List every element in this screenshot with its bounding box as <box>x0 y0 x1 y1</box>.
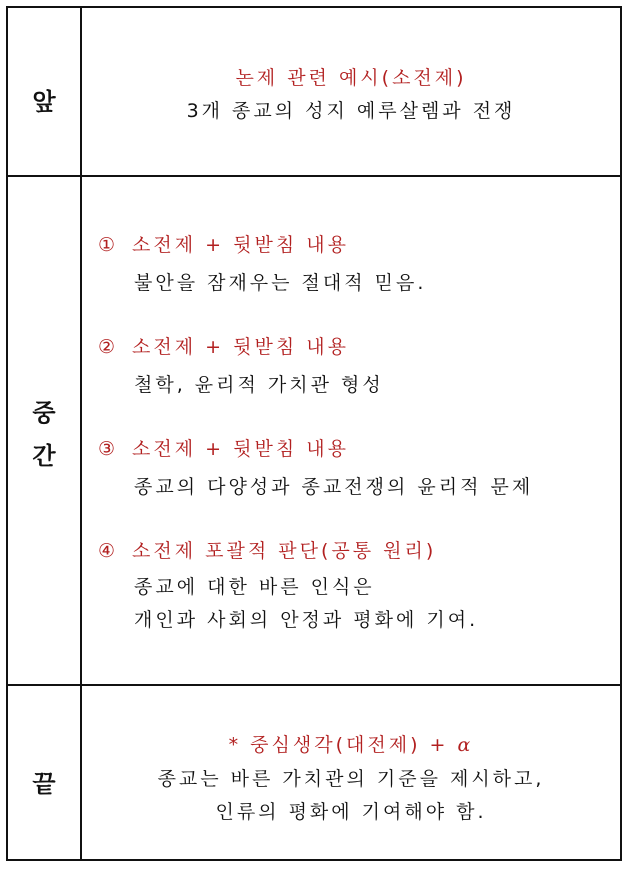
item-1-heading-text: 소전제 + 뒷받침 내용 <box>132 234 349 256</box>
item-2-heading <box>98 332 349 359</box>
item-4-heading <box>98 536 436 563</box>
end-text-2: 인류의 평화에 기여해야 함. <box>215 801 487 823</box>
item-1-text: 불안을 잠재우는 절대적 믿음. <box>134 272 427 294</box>
item-2-text: 철학, 윤리적 가치관 형성 <box>134 374 384 396</box>
item-3-text: 종교의 다양성과 종교전쟁의 윤리적 문제 <box>134 476 534 498</box>
item-3-heading <box>98 434 349 461</box>
end-title <box>82 730 620 757</box>
item-2-heading-text: 소전제 + 뒷받침 내용 <box>132 336 349 358</box>
front-title: 논제 관련 예시(소전제) <box>235 67 467 89</box>
item-4-number: ④ <box>98 540 119 562</box>
row-label-middle-2: 간 <box>32 442 56 470</box>
alpha-symbol: α <box>457 734 474 756</box>
outline-table <box>6 6 622 861</box>
item-2-number: ② <box>98 336 119 358</box>
item-1-number: ① <box>98 234 119 256</box>
item-3-number: ③ <box>98 438 119 460</box>
item-1-heading <box>98 230 349 257</box>
row-divider-2 <box>8 684 620 686</box>
row-label-end: 끝 <box>32 770 56 798</box>
end-text-1: 종교는 바른 가치관의 기준을 제시하고, <box>157 768 545 790</box>
item-4-heading-text: 소전제 포괄적 판단(공통 원리) <box>132 540 437 562</box>
row-label-middle-1: 중 <box>32 399 56 427</box>
item-4-text-2: 개인과 사회의 안정과 평화에 기여. <box>134 609 479 631</box>
row-divider-1 <box>8 175 620 177</box>
item-3-heading-text: 소전제 + 뒷받침 내용 <box>132 438 349 460</box>
end-title-text: * 중심생각(대전제) + <box>228 734 449 756</box>
front-text: 3개 종교의 성지 예루살렘과 전쟁 <box>186 100 516 122</box>
item-4-text-1: 종교에 대한 바른 인식은 <box>134 576 375 598</box>
row-label-front: 앞 <box>32 88 56 116</box>
